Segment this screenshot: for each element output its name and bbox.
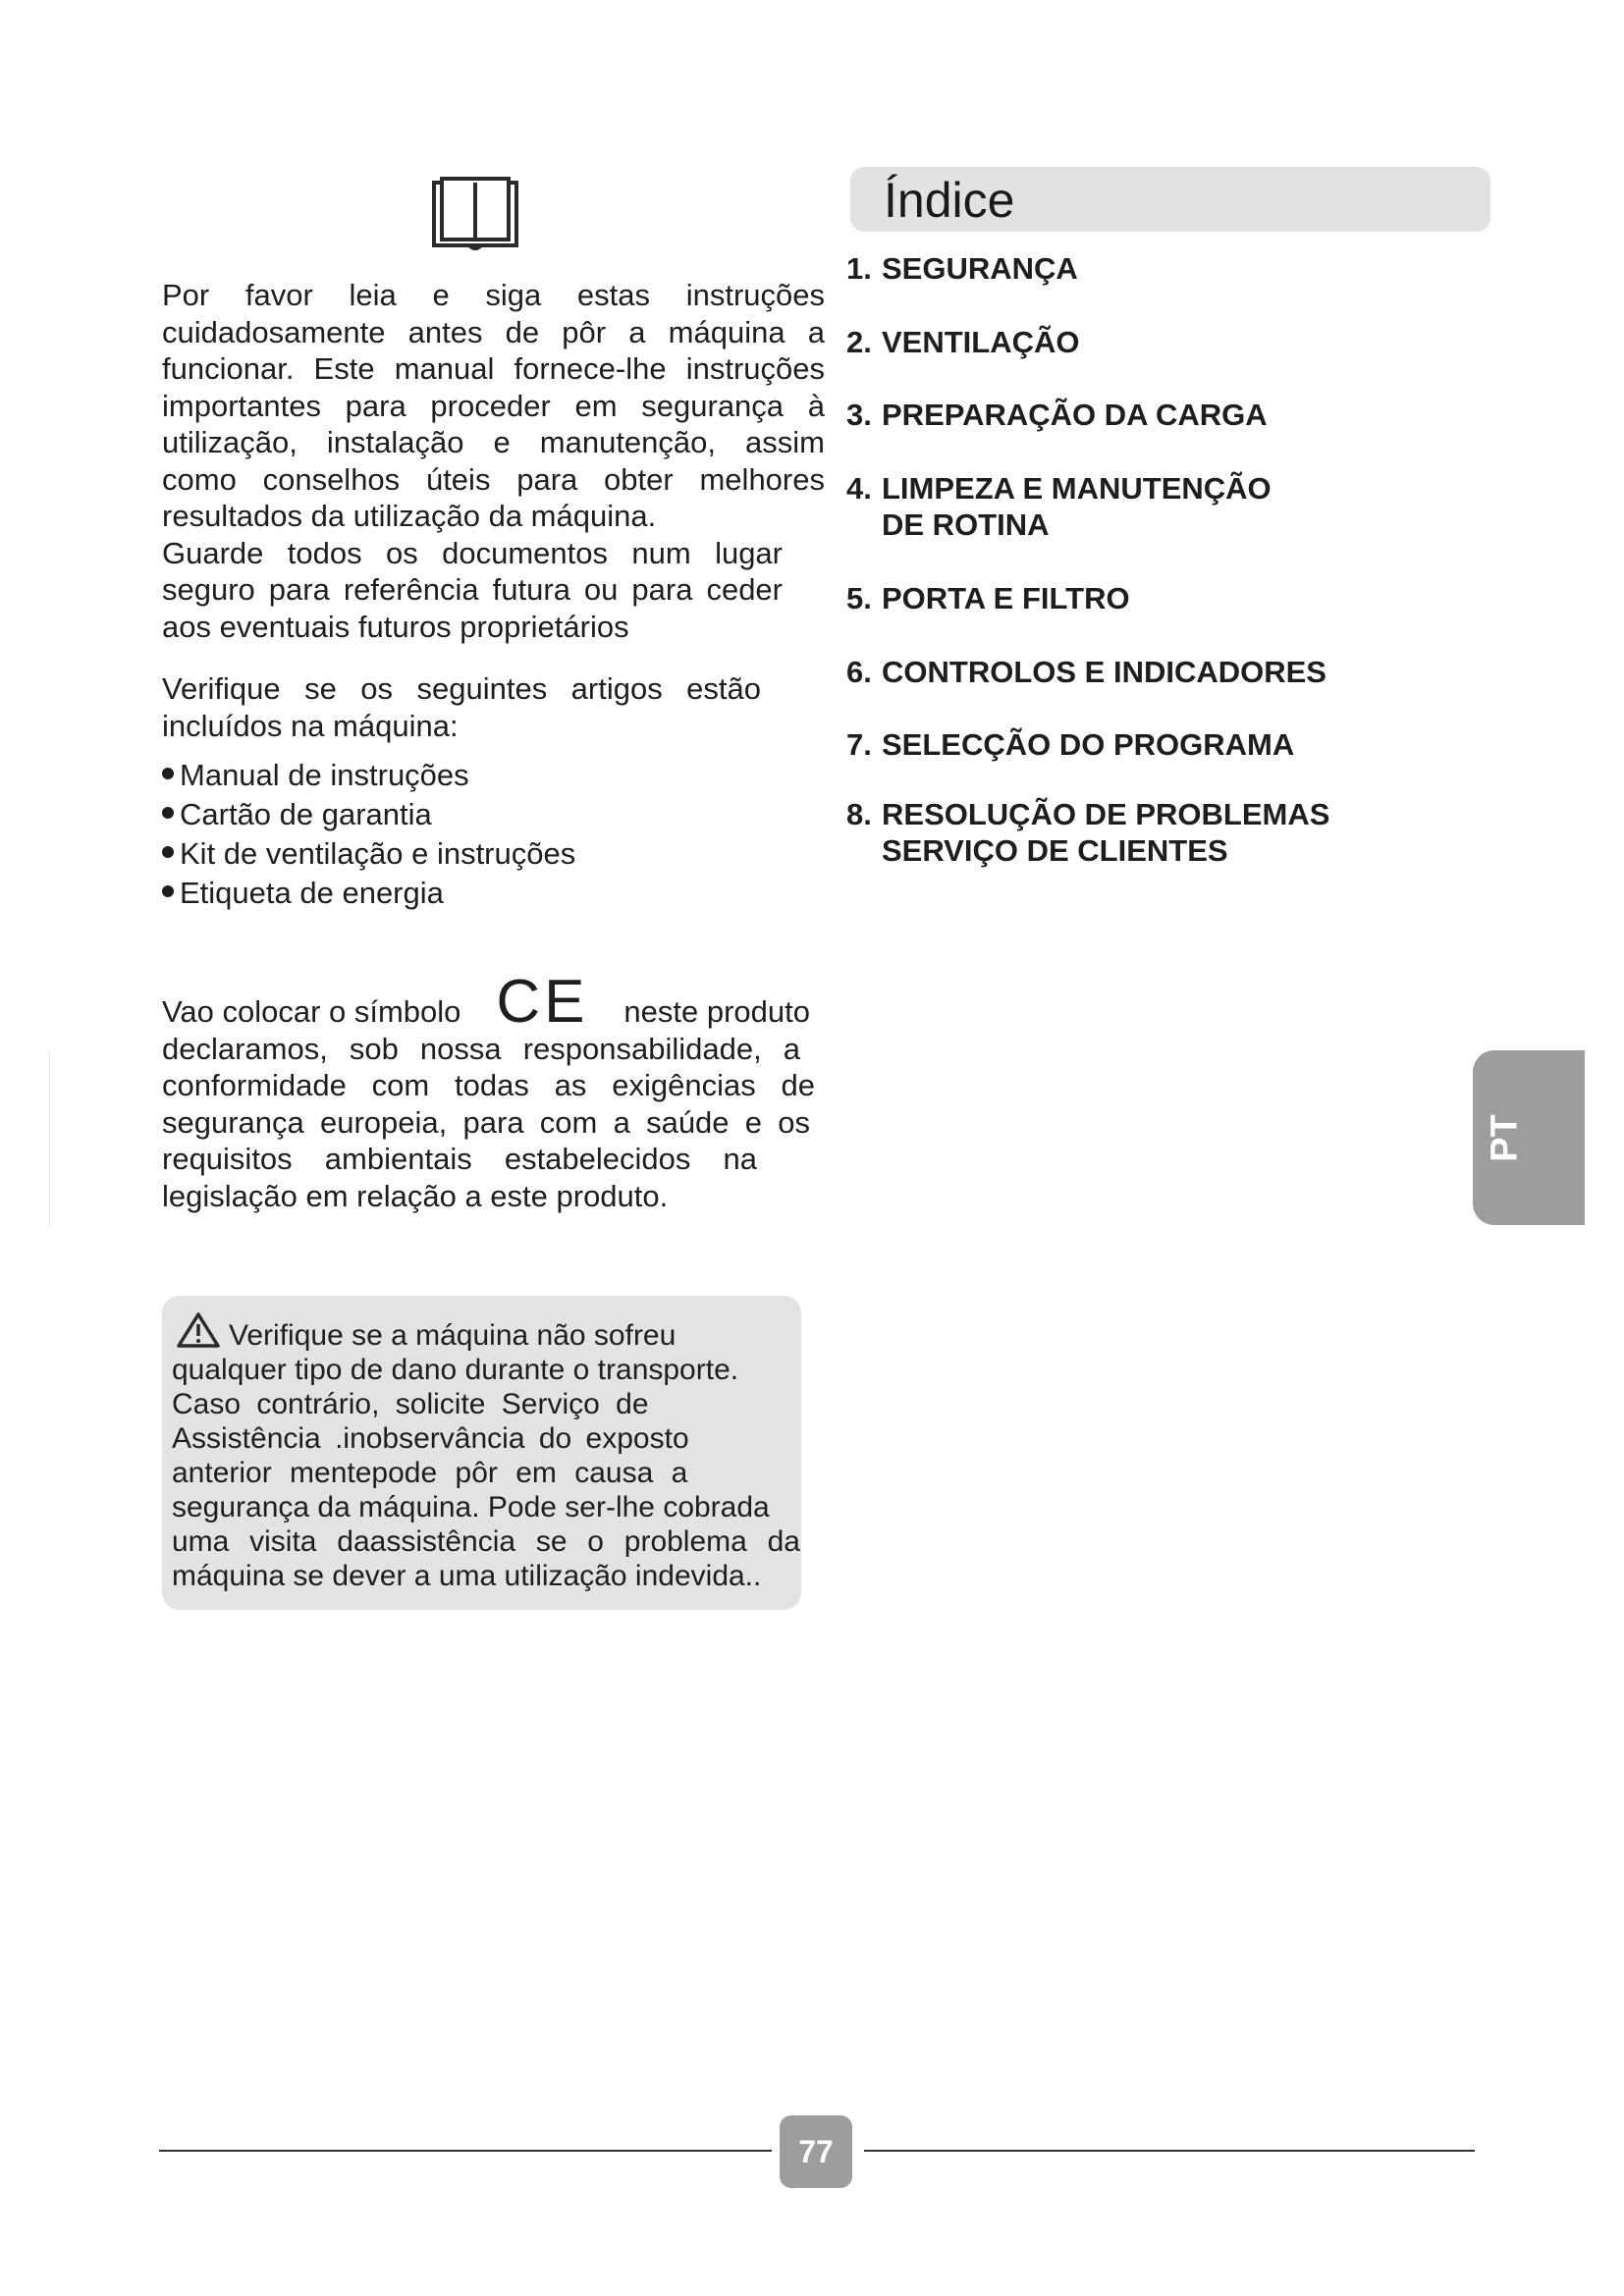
warning-triangle-icon <box>176 1311 221 1349</box>
toc-label: LIMPEZA E MANUTENÇÃO <box>882 471 1272 506</box>
intro-line: utilização, instalação e manutenção, assim <box>162 425 825 459</box>
footer-rule-right <box>864 2150 1475 2152</box>
bullet-icon <box>162 846 174 858</box>
toc-number: 7. <box>846 727 872 762</box>
warning-line: uma visita daassistência se o problema da <box>172 1525 800 1558</box>
margin-divider <box>49 1050 50 1227</box>
toc-number: 2. <box>846 325 872 359</box>
bullet-icon <box>162 768 174 779</box>
warning-line: Caso contrário, solicite Serviço de <box>172 1388 649 1420</box>
list-item-label: Cartão de garantia <box>180 797 432 831</box>
toc-label: CONTROLOS E INDICADORES <box>882 655 1326 689</box>
ce-declaration <box>162 968 825 1214</box>
warning-text <box>172 1311 801 1593</box>
toc-item-6[interactable] <box>846 654 1475 690</box>
warning-line: máquina se dever a uma utilização indevida.. <box>172 1560 762 1592</box>
warning-line-text: Verifique se a máquina não sofreu <box>229 1319 677 1352</box>
ce-line: requisitos ambientais estabelecidos na <box>162 1142 757 1176</box>
intro-line: seguro para referência futura ou para ceder <box>162 572 783 607</box>
bullet-icon <box>162 807 174 819</box>
toc-label: PREPARAÇÃO DA CARGA <box>882 398 1268 432</box>
ce-first-line <box>162 968 810 1036</box>
toc-number: 4. <box>846 471 872 506</box>
intro-line: funcionar. Este manual fornece-lhe instruções <box>162 351 825 386</box>
intro-line: Guarde todos os documentos num lugar <box>162 535 783 570</box>
intro-line: importantes para proceder em segurança à <box>162 388 825 423</box>
toc-item-3[interactable] <box>846 397 1396 433</box>
list-item <box>162 834 825 874</box>
ce-line: declaramos, sob nossa responsabilidade, a <box>162 1031 800 1066</box>
bullet-icon <box>162 885 174 897</box>
intro-line: como conselhos úteis para obter melhores <box>162 461 825 497</box>
intro-line: resultados da utilização da máquina. <box>162 499 657 533</box>
footer-rule-left <box>159 2150 772 2152</box>
toc-label: VENTILAÇÃO <box>882 325 1080 359</box>
intro-line: Por favor leia e siga estas instruções <box>162 278 825 312</box>
warning-line <box>172 1311 801 1353</box>
toc-number: 3. <box>846 398 872 432</box>
list-item-label: Kit de ventilação e instruções <box>180 836 576 871</box>
intro-line: aos eventuais futuros proprietários <box>162 609 629 644</box>
list-item <box>162 874 825 913</box>
ce-mark-icon: CE <box>496 968 589 1036</box>
toc-item-2[interactable] <box>846 324 1396 360</box>
included-items-heading <box>162 670 825 744</box>
page-number: 77 <box>780 2115 852 2188</box>
toc-number: 1. <box>846 251 872 286</box>
toc-item-4[interactable] <box>846 470 1396 543</box>
ce-line: segurança europeia, para com a saúde e os <box>162 1104 810 1140</box>
warning-line: qualquer tipo de dano durante o transporte. <box>172 1354 739 1386</box>
intro-paragraph <box>162 277 825 645</box>
toc-number: 5. <box>846 581 872 615</box>
toc-label: SELECÇÃO DO PROGRAMA <box>882 727 1295 762</box>
language-tab-label: PT <box>1484 1114 1526 1162</box>
toc-item-7[interactable] <box>846 726 1396 763</box>
ce-text-after: neste produto <box>623 994 810 1029</box>
list-item <box>162 795 825 834</box>
toc-label: PORTA E FILTRO <box>882 581 1130 615</box>
verify-line: incluídos na máquina: <box>162 708 459 743</box>
list-item <box>162 756 825 795</box>
verify-line: Verifique se os seguintes artigos estão <box>162 671 761 706</box>
ce-text-before: Vao colocar o símbolo <box>162 994 461 1029</box>
toc-number: 8. <box>846 797 872 831</box>
list-item-label: Etiqueta de energia <box>180 876 444 910</box>
toc-label-continued: DE ROTINA <box>882 507 1050 542</box>
manual-book-icon <box>430 177 520 251</box>
toc-item-1[interactable] <box>846 250 1396 287</box>
toc-title: Índice <box>884 173 1015 228</box>
toc-number: 6. <box>846 655 872 689</box>
intro-line: cuidadosamente antes de pôr a máquina a <box>162 314 825 349</box>
ce-line: legislação em relação a este produto. <box>162 1178 669 1213</box>
ce-line: conformidade com todas as exigências de <box>162 1068 815 1102</box>
warning-line: anterior mentepode pôr em causa a <box>172 1457 688 1489</box>
list-item-label: Manual de instruções <box>180 758 469 792</box>
toc-item-8[interactable] <box>846 796 1475 869</box>
warning-line: Assistência .inobservância do exposto <box>172 1422 689 1455</box>
toc-label: SEGURANÇA <box>882 251 1078 286</box>
included-items-list <box>162 756 825 913</box>
warning-line: segurança da máquina. Pode ser-lhe cobrada <box>172 1491 770 1523</box>
toc-label-continued: SERVIÇO DE CLIENTES <box>882 833 1228 868</box>
toc-label: RESOLUÇÃO DE PROBLEMAS <box>882 797 1330 831</box>
toc-item-5[interactable] <box>846 580 1396 616</box>
